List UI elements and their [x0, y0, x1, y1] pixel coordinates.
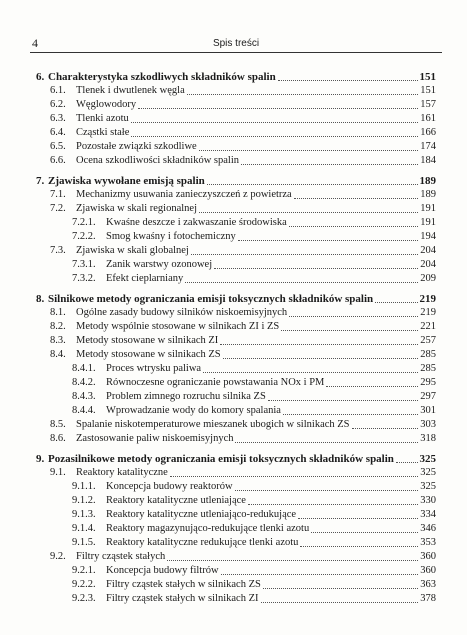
- toc-entry-title: Pozasilnikowe metody ograniczania emisji toksycznych składników spalin: [48, 453, 394, 465]
- running-title: Spis treści: [212, 38, 260, 49]
- toc-entry: [50, 418, 436, 432]
- toc-entry-number: 6.3.: [50, 113, 66, 124]
- toc-entry-page: 318: [420, 433, 436, 444]
- toc-entry-title: Zjawiska wywołane emisją spalin: [48, 175, 205, 187]
- toc-entry-title: Mechanizmy usuwania zanieczyszczeń z powietrza: [76, 189, 292, 200]
- dot-leader: [220, 343, 418, 345]
- toc-entry-page: 297: [420, 391, 436, 402]
- toc-entry-number: 9.2.3.: [72, 593, 96, 604]
- toc-entry-number: 8.5.: [50, 419, 66, 430]
- toc-entry-title: Zanik warstwy ozonowej: [106, 259, 213, 270]
- toc-entry-page: 285: [420, 349, 436, 360]
- toc-entry-number: 6.5.: [50, 141, 66, 152]
- toc-chapter-entry: [36, 70, 436, 84]
- dot-leader: [223, 357, 419, 359]
- toc-entry: [72, 480, 436, 494]
- toc-entry-title: Zjawiska w skali globalnej: [76, 245, 189, 256]
- toc-entry-title: Pozostałe związki szkodliwe: [76, 141, 197, 152]
- toc-entry-title: Reaktory katalityczne utleniające: [106, 495, 246, 506]
- toc-entry-page: 189: [420, 189, 436, 200]
- toc-entry-number: 9.1.2.: [72, 495, 96, 506]
- toc-entry: [72, 258, 436, 272]
- toc-entry-page: 157: [420, 99, 436, 110]
- toc-entry-number: 8.4.1.: [72, 363, 96, 374]
- toc-entry-number: 9.1.5.: [72, 537, 96, 548]
- toc-entry: [50, 432, 436, 446]
- toc-entry: [72, 578, 436, 592]
- toc-entry-page: 303: [420, 419, 436, 430]
- dot-leader: [298, 517, 418, 519]
- dot-leader: [294, 197, 419, 199]
- toc-entry-page: 174: [420, 141, 436, 152]
- dot-leader: [221, 573, 419, 575]
- toc-entry-page: 285: [420, 363, 436, 374]
- toc-entry-page: 151: [419, 71, 436, 83]
- toc-entry-number: 7.1.: [50, 189, 66, 200]
- dot-leader: [238, 239, 418, 241]
- toc-entry-title: Kwaśne deszcze i zakwaszanie środowiska: [106, 217, 287, 228]
- toc-entry-number: 9.1.: [50, 467, 66, 478]
- dot-leader: [235, 489, 419, 491]
- dot-leader: [248, 503, 418, 505]
- toc-entry: [50, 98, 436, 112]
- toc-entry-number: 9.1.1.: [72, 481, 96, 492]
- toc-entry-page: 325: [420, 467, 436, 478]
- toc-entry: [72, 592, 436, 606]
- toc-entry-number: 7.2.2.: [72, 231, 96, 242]
- toc-entry-title: Ogólne zasady budowy silników niskoemisyjnych: [76, 307, 288, 318]
- toc-entry-number: 7.: [36, 175, 45, 187]
- toc-entry-title: Zastosowanie paliw niskoemisyjnych: [76, 433, 234, 444]
- toc-entry-title: Proces wtrysku paliwa: [106, 363, 202, 374]
- dot-leader: [214, 267, 418, 269]
- toc-entry-title: Wprowadzanie wody do komory spalania: [106, 405, 281, 416]
- toc-entry-page: 221: [420, 321, 436, 332]
- dot-leader: [199, 211, 418, 213]
- dot-leader: [281, 329, 418, 331]
- dot-leader: [199, 149, 419, 151]
- toc-entry: [72, 230, 436, 244]
- toc-entry-title: Metody stosowane w silnikach ZI: [76, 335, 219, 346]
- toc-entry-title: Tlenki azotu: [76, 113, 129, 124]
- dot-leader: [300, 545, 418, 547]
- dot-leader: [283, 413, 418, 415]
- toc-entry: [50, 348, 436, 362]
- toc-entry: [50, 126, 436, 140]
- toc-entry-title: Filtry cząstek stałych: [76, 551, 166, 562]
- toc-entry-page: 219: [420, 307, 436, 318]
- dot-leader: [289, 225, 418, 227]
- toc-entry-page: 301: [420, 405, 436, 416]
- toc-entry: [72, 376, 436, 390]
- toc-entry-title: Węglowodory: [76, 99, 137, 110]
- toc-entry-page: 378: [420, 593, 436, 604]
- toc-entry: [72, 508, 436, 522]
- toc-entry-number: 8.4.2.: [72, 377, 96, 388]
- toc-entry-page: 204: [420, 259, 436, 270]
- toc-entry-number: 7.2.: [50, 203, 66, 214]
- dot-leader: [311, 531, 418, 533]
- toc-entry-title: Spalanie niskotemperaturowe mieszanek ubogich w silnikach ZS: [76, 419, 350, 430]
- dot-leader: [170, 475, 418, 477]
- toc-entry: [72, 522, 436, 536]
- toc-entry: [72, 390, 436, 404]
- toc-entry-number: 6.6.: [50, 155, 66, 166]
- toc-entry-title: Tlenek i dwutlenek węgla: [76, 85, 185, 96]
- toc-entry: [50, 140, 436, 154]
- toc-entry-number: 8.2.: [50, 321, 66, 332]
- toc-entry: [50, 466, 436, 480]
- toc-entry: [50, 334, 436, 348]
- dot-leader: [268, 399, 418, 401]
- toc-chapter-entry: [36, 292, 436, 306]
- toc-entry-number: 8.4.3.: [72, 391, 96, 402]
- dot-leader: [263, 587, 418, 589]
- toc-entry-title: Silnikowe metody ograniczania emisji toksycznych składników spalin: [48, 293, 374, 305]
- toc-entry: [50, 320, 436, 334]
- toc-entry-number: 8.3.: [50, 335, 66, 346]
- toc-entry-title: Reaktory magazynująco-redukujące tlenki azotu: [106, 523, 310, 534]
- toc-entry: [72, 494, 436, 508]
- toc-entry-number: 9.2.: [50, 551, 66, 562]
- dot-leader: [326, 385, 418, 387]
- dot-leader: [187, 93, 418, 95]
- toc-entry-title: Filtry cząstek stałych w silnikach ZS: [106, 579, 261, 590]
- toc-entry: [72, 564, 436, 578]
- toc-entry-title: Charakterystyka szkodliwych składników spalin: [48, 71, 276, 83]
- toc-entry-title: Reaktory katalityczne: [76, 467, 168, 478]
- toc-entry-page: 161: [420, 113, 436, 124]
- toc-entry-page: 353: [420, 537, 436, 548]
- toc-entry-number: 9.1.3.: [72, 509, 96, 520]
- toc-entry-number: 6.2.: [50, 99, 66, 110]
- toc-entry-page: 191: [420, 217, 436, 228]
- dot-leader: [138, 107, 418, 109]
- toc-entry-page: 209: [420, 273, 436, 284]
- toc-entry-title: Koncepcja budowy filtrów: [106, 565, 219, 576]
- dot-leader: [261, 601, 419, 603]
- dot-leader: [185, 281, 418, 283]
- dot-leader: [352, 427, 419, 429]
- toc-entry-title: Efekt cieplarniany: [106, 273, 184, 284]
- toc-entry-title: Ocena szkodliwości składników spalin: [76, 155, 240, 166]
- toc-entry-title: Zjawiska w skali regionalnej: [76, 203, 198, 214]
- toc-entry-number: 6.1.: [50, 85, 66, 96]
- toc-entry: [50, 84, 436, 98]
- toc-entry-number: 8.4.: [50, 349, 66, 360]
- toc-entry-title: Koncepcja budowy reaktorów: [106, 481, 233, 492]
- dot-leader: [203, 371, 418, 373]
- dot-leader: [241, 163, 418, 165]
- toc-entry-title: Cząstki stałe: [76, 127, 130, 138]
- dot-leader: [131, 121, 418, 123]
- toc-entry-title: Równoczesne ograniczanie powstawania NOx i PM: [106, 377, 325, 388]
- dot-leader: [375, 301, 417, 303]
- toc-entry-number: 8.4.4.: [72, 405, 96, 416]
- toc-entry-number: 7.2.1.: [72, 217, 96, 228]
- toc-chapter-entry: [36, 174, 436, 188]
- toc-entry: [72, 536, 436, 550]
- toc-entry: [72, 404, 436, 418]
- toc-entry: [50, 154, 436, 168]
- toc-entry-page: 204: [420, 245, 436, 256]
- toc-entry: [50, 188, 436, 202]
- dot-leader: [207, 183, 418, 185]
- toc-entry-number: 7.3.2.: [72, 273, 96, 284]
- toc-entry-page: 360: [420, 565, 436, 576]
- toc-entry-page: 363: [420, 579, 436, 590]
- toc-entry-number: 7.3.: [50, 245, 66, 256]
- toc-entry-number: 8.6.: [50, 433, 66, 444]
- toc-entry-page: 189: [419, 175, 436, 187]
- toc-entry-page: 166: [420, 127, 436, 138]
- toc-entry-number: 9.: [36, 453, 45, 465]
- toc-entry-page: 330: [420, 495, 436, 506]
- toc-entry-number: 9.1.4.: [72, 523, 96, 534]
- dot-leader: [167, 559, 418, 561]
- toc-entry: [50, 202, 436, 216]
- dot-leader: [278, 79, 418, 81]
- toc-entry-title: Reaktory katalityczne redukujące tlenki azotu: [106, 537, 299, 548]
- toc-entry-page: 325: [420, 481, 436, 492]
- toc-entry-number: 6.4.: [50, 127, 66, 138]
- toc-entry: [50, 244, 436, 258]
- toc-entry: [50, 550, 436, 564]
- dot-leader: [131, 135, 418, 137]
- toc-entry-number: 8.: [36, 293, 45, 305]
- toc-entry: [72, 216, 436, 230]
- toc-entry-title: Problem zimnego rozruchu silnika ZS: [106, 391, 266, 402]
- toc-entry-page: 151: [420, 85, 436, 96]
- toc-entry-page: 346: [420, 523, 436, 534]
- toc-entry-page: 360: [420, 551, 436, 562]
- toc-entry-page: 334: [420, 509, 436, 520]
- toc-chapter-entry: [36, 452, 436, 466]
- toc-entry-title: Smog kwaśny i fotochemiczny: [106, 231, 236, 242]
- toc-entry-title: Reaktory katalityczne utleniająco-redukujące: [106, 509, 297, 520]
- toc-entry-number: 9.2.1.: [72, 565, 96, 576]
- toc-entry: [50, 306, 436, 320]
- toc-entry-title: Filtry cząstek stałych w silnikach ZI: [106, 593, 259, 604]
- dot-leader: [235, 441, 418, 443]
- toc-entry-page: 184: [420, 155, 436, 166]
- toc-entry-title: Metody stosowane w silnikach ZS: [76, 349, 221, 360]
- toc-entry-page: 194: [420, 231, 436, 242]
- toc-entry: [50, 112, 436, 126]
- toc-entry-number: 7.3.1.: [72, 259, 96, 270]
- toc-entry-number: 6.: [36, 71, 45, 83]
- dot-leader: [289, 315, 418, 317]
- toc-entry-number: 9.2.2.: [72, 579, 96, 590]
- page-number: 4: [32, 36, 38, 50]
- toc-entry-page: 257: [420, 335, 436, 346]
- dot-leader: [396, 461, 418, 463]
- toc-entry-title: Metody wspólnie stosowane w silnikach ZI i ZS: [76, 321, 280, 332]
- toc-entry-number: 8.1.: [50, 307, 66, 318]
- toc-entry: [72, 272, 436, 286]
- dot-leader: [191, 253, 418, 255]
- toc-entry-page: 325: [419, 453, 436, 465]
- toc-entry-page: 219: [419, 293, 436, 305]
- toc-entry: [72, 362, 436, 376]
- toc-entry-page: 191: [420, 203, 436, 214]
- toc-entry-page: 295: [420, 377, 436, 388]
